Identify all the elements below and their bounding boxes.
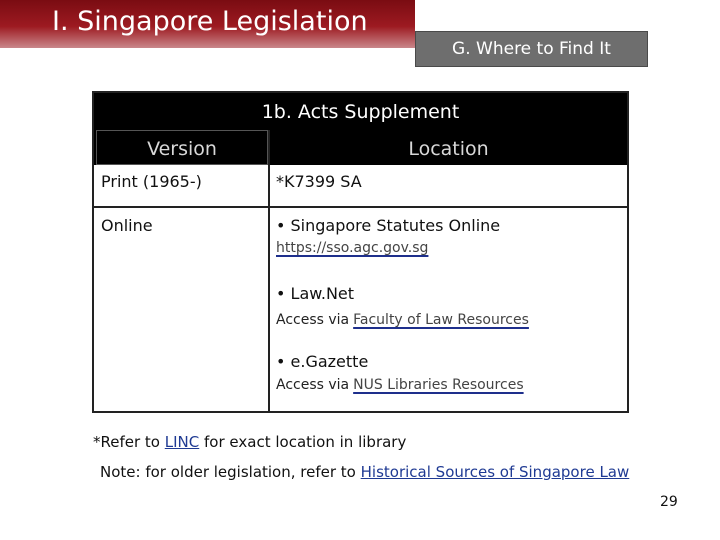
linc-link[interactable]: LINC [164, 433, 200, 451]
egazette-bullet: • e.Gazette [276, 352, 369, 371]
row-print-version: Print (1965-) [101, 172, 202, 191]
lawnet-access [276, 312, 529, 328]
sso-bullet: • Singapore Statutes Online [276, 216, 501, 235]
table-title: 1b. Acts Supplement [94, 93, 627, 130]
row-divider [94, 206, 627, 208]
page-number: 29 [660, 494, 678, 510]
column-header-version: Version [96, 130, 268, 165]
sso-link[interactable]: https://sso.agc.gov.sg [276, 240, 429, 256]
egazette-access-prefix: Access via [276, 377, 350, 393]
faculty-of-law-resources-link[interactable]: Faculty of Law Resources [353, 312, 529, 328]
slide-title: I. Singapore Legislation [52, 6, 368, 37]
nus-libraries-resources-link[interactable]: NUS Libraries Resources [353, 377, 524, 393]
historical-sources-link[interactable]: Historical Sources of Singapore Law [360, 463, 630, 481]
lawnet-access-prefix: Access via [276, 312, 350, 328]
refer-prefix: *Refer to [93, 433, 160, 451]
column-divider [268, 130, 270, 413]
row-online-version: Online [101, 216, 153, 235]
refer-suffix: for exact location in library [204, 433, 407, 451]
egazette-access [276, 377, 524, 393]
refer-footnote [93, 433, 406, 451]
section-label-box [415, 31, 648, 67]
older-legislation-note [100, 463, 629, 481]
note-prefix: Note: for older legislation, refer to [100, 463, 356, 481]
lawnet-bullet: • Law.Net [276, 284, 355, 303]
row-print-location: *K7399 SA [276, 172, 362, 191]
column-header-location: Location [268, 130, 627, 165]
acts-supplement-table [92, 91, 629, 413]
section-label: G. Where to Find It [452, 39, 611, 59]
